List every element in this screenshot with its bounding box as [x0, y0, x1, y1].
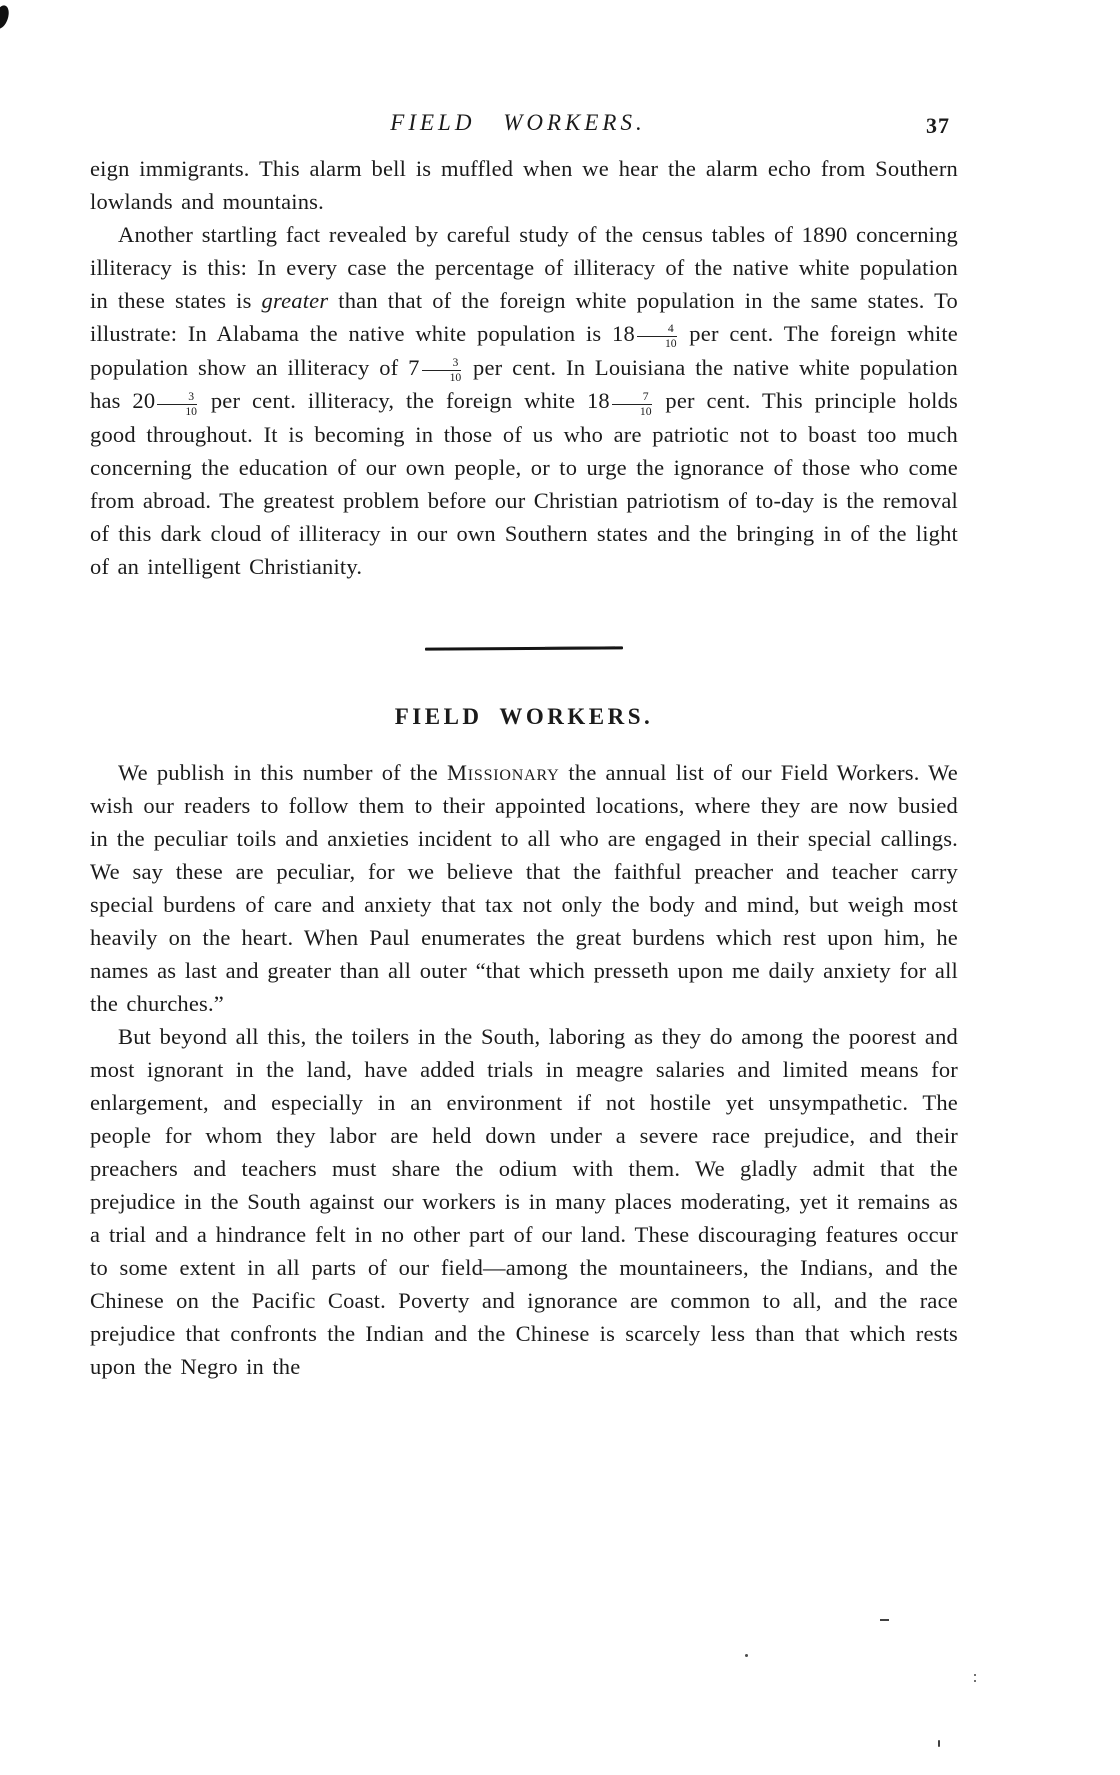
- italic-word-greater: greater: [261, 288, 329, 313]
- scan-artifact: [0, 4, 11, 31]
- fraction-20-3-10: [157, 391, 197, 419]
- scan-artifact: [938, 1740, 940, 1747]
- text-column: [90, 152, 958, 1383]
- scan-artifact: [880, 1619, 889, 1621]
- text-segment: per cent. In Louisiana the native white population has 20: [90, 354, 958, 414]
- text-segment: than that of the foreign white population in the same states. To illustrate: In Alabama the native white population is 18: [90, 288, 958, 346]
- smallcaps-word-missionary: Missionary: [446, 760, 560, 786]
- section-heading: FIELD WORKERS.: [394, 704, 654, 730]
- running-head-title: FIELD WORKERS.: [390, 110, 646, 135]
- fraction-numerator: 7: [612, 391, 652, 405]
- fraction-18-7-10: [612, 391, 652, 419]
- paragraph-field-workers-list: [90, 756, 958, 1020]
- page-number: 37: [926, 113, 950, 138]
- text-segment: per cent. This principle holds good throughout. It is becoming in those of us who are patriotic not to boast too much concerning the education of our own people, or to urge the ignorance of those who come from abroad. The greatest problem before our Christian patriotism of to-day is the removal of this dark cloud of illiteracy in our own Southern states and the bringing in of the light of an intelligent Christianity.: [90, 388, 958, 580]
- paragraph-toilers-in-south: But beyond all this, the toilers in the South, laboring as they do among the poorest and most ignorant in the land, have added trials in meagre salaries and limited means for enlargement, and especially in an environment if not hostile yet unsympathetic. The people for whom they labor are held down under a severe race prejudice, and their preachers and teachers must share the odium with them. We gladly admit that the prejudice in the South against our workers is in many places moderating, yet it remains as a trial and a hindrance felt in no other part of our land. These discouraging features occur to some extent in all parts of our field—among the mountaineers, the Indians, and the Chinese on the Pacific Coast. Poverty and ignorance are common to all, and the race prejudice that confronts the Indian and the Chinese is scarcely less than that which rests upon the Negro in the: [90, 1024, 958, 1380]
- fraction-7-3-10: [422, 357, 462, 385]
- fraction-numerator: 4: [637, 323, 677, 337]
- fraction-denominator: 10: [449, 371, 462, 385]
- text-segment: We publish in this number of the: [118, 760, 447, 786]
- paragraph-census-illiteracy: [90, 218, 958, 583]
- fraction-denominator: 10: [639, 404, 652, 418]
- paragraph-immigrants-continued: eign immigrants. This alarm bell is muffled when we hear the alarm echo from Southern lowlands and mountains.: [90, 156, 958, 214]
- running-head: [90, 108, 958, 142]
- scan-artifact: [745, 1654, 748, 1657]
- text-segment: per cent. The foreign white population show an illiteracy of 7: [90, 321, 958, 380]
- scan-artifact: [974, 1674, 976, 1682]
- text-segment: Another startling fact revealed by careful study of the census tables of 1890 concerning illiteracy is this: In every case the percentage of illiteracy of the native white population in these states is: [90, 222, 958, 313]
- section-divider-rule: [425, 646, 623, 650]
- text-segment: the annual list of our Field Workers. We wish our readers to follow them to their appointed locations, where they are now busied in the peculiar toils and anxieties incident to all who are engaged in their special callings. We say these are peculiar, for we believe that the faithful preacher and teacher carry special burdens of care and anxiety that tax not only the body and mind, but weigh most heavily on the heart. When Paul enumerates the great burdens which rest upon him, he names as last and greater than all outer “that which presseth upon me daily anxiety for all the churches.”: [90, 760, 958, 1017]
- fraction-numerator: 3: [422, 357, 462, 371]
- fraction-18-4-10: [637, 323, 677, 351]
- text-segment: per cent. illiteracy, the foreign white 18: [199, 388, 610, 414]
- fraction-numerator: 3: [157, 391, 197, 405]
- fraction-denominator: 10: [664, 337, 677, 351]
- fraction-denominator: 10: [185, 404, 198, 418]
